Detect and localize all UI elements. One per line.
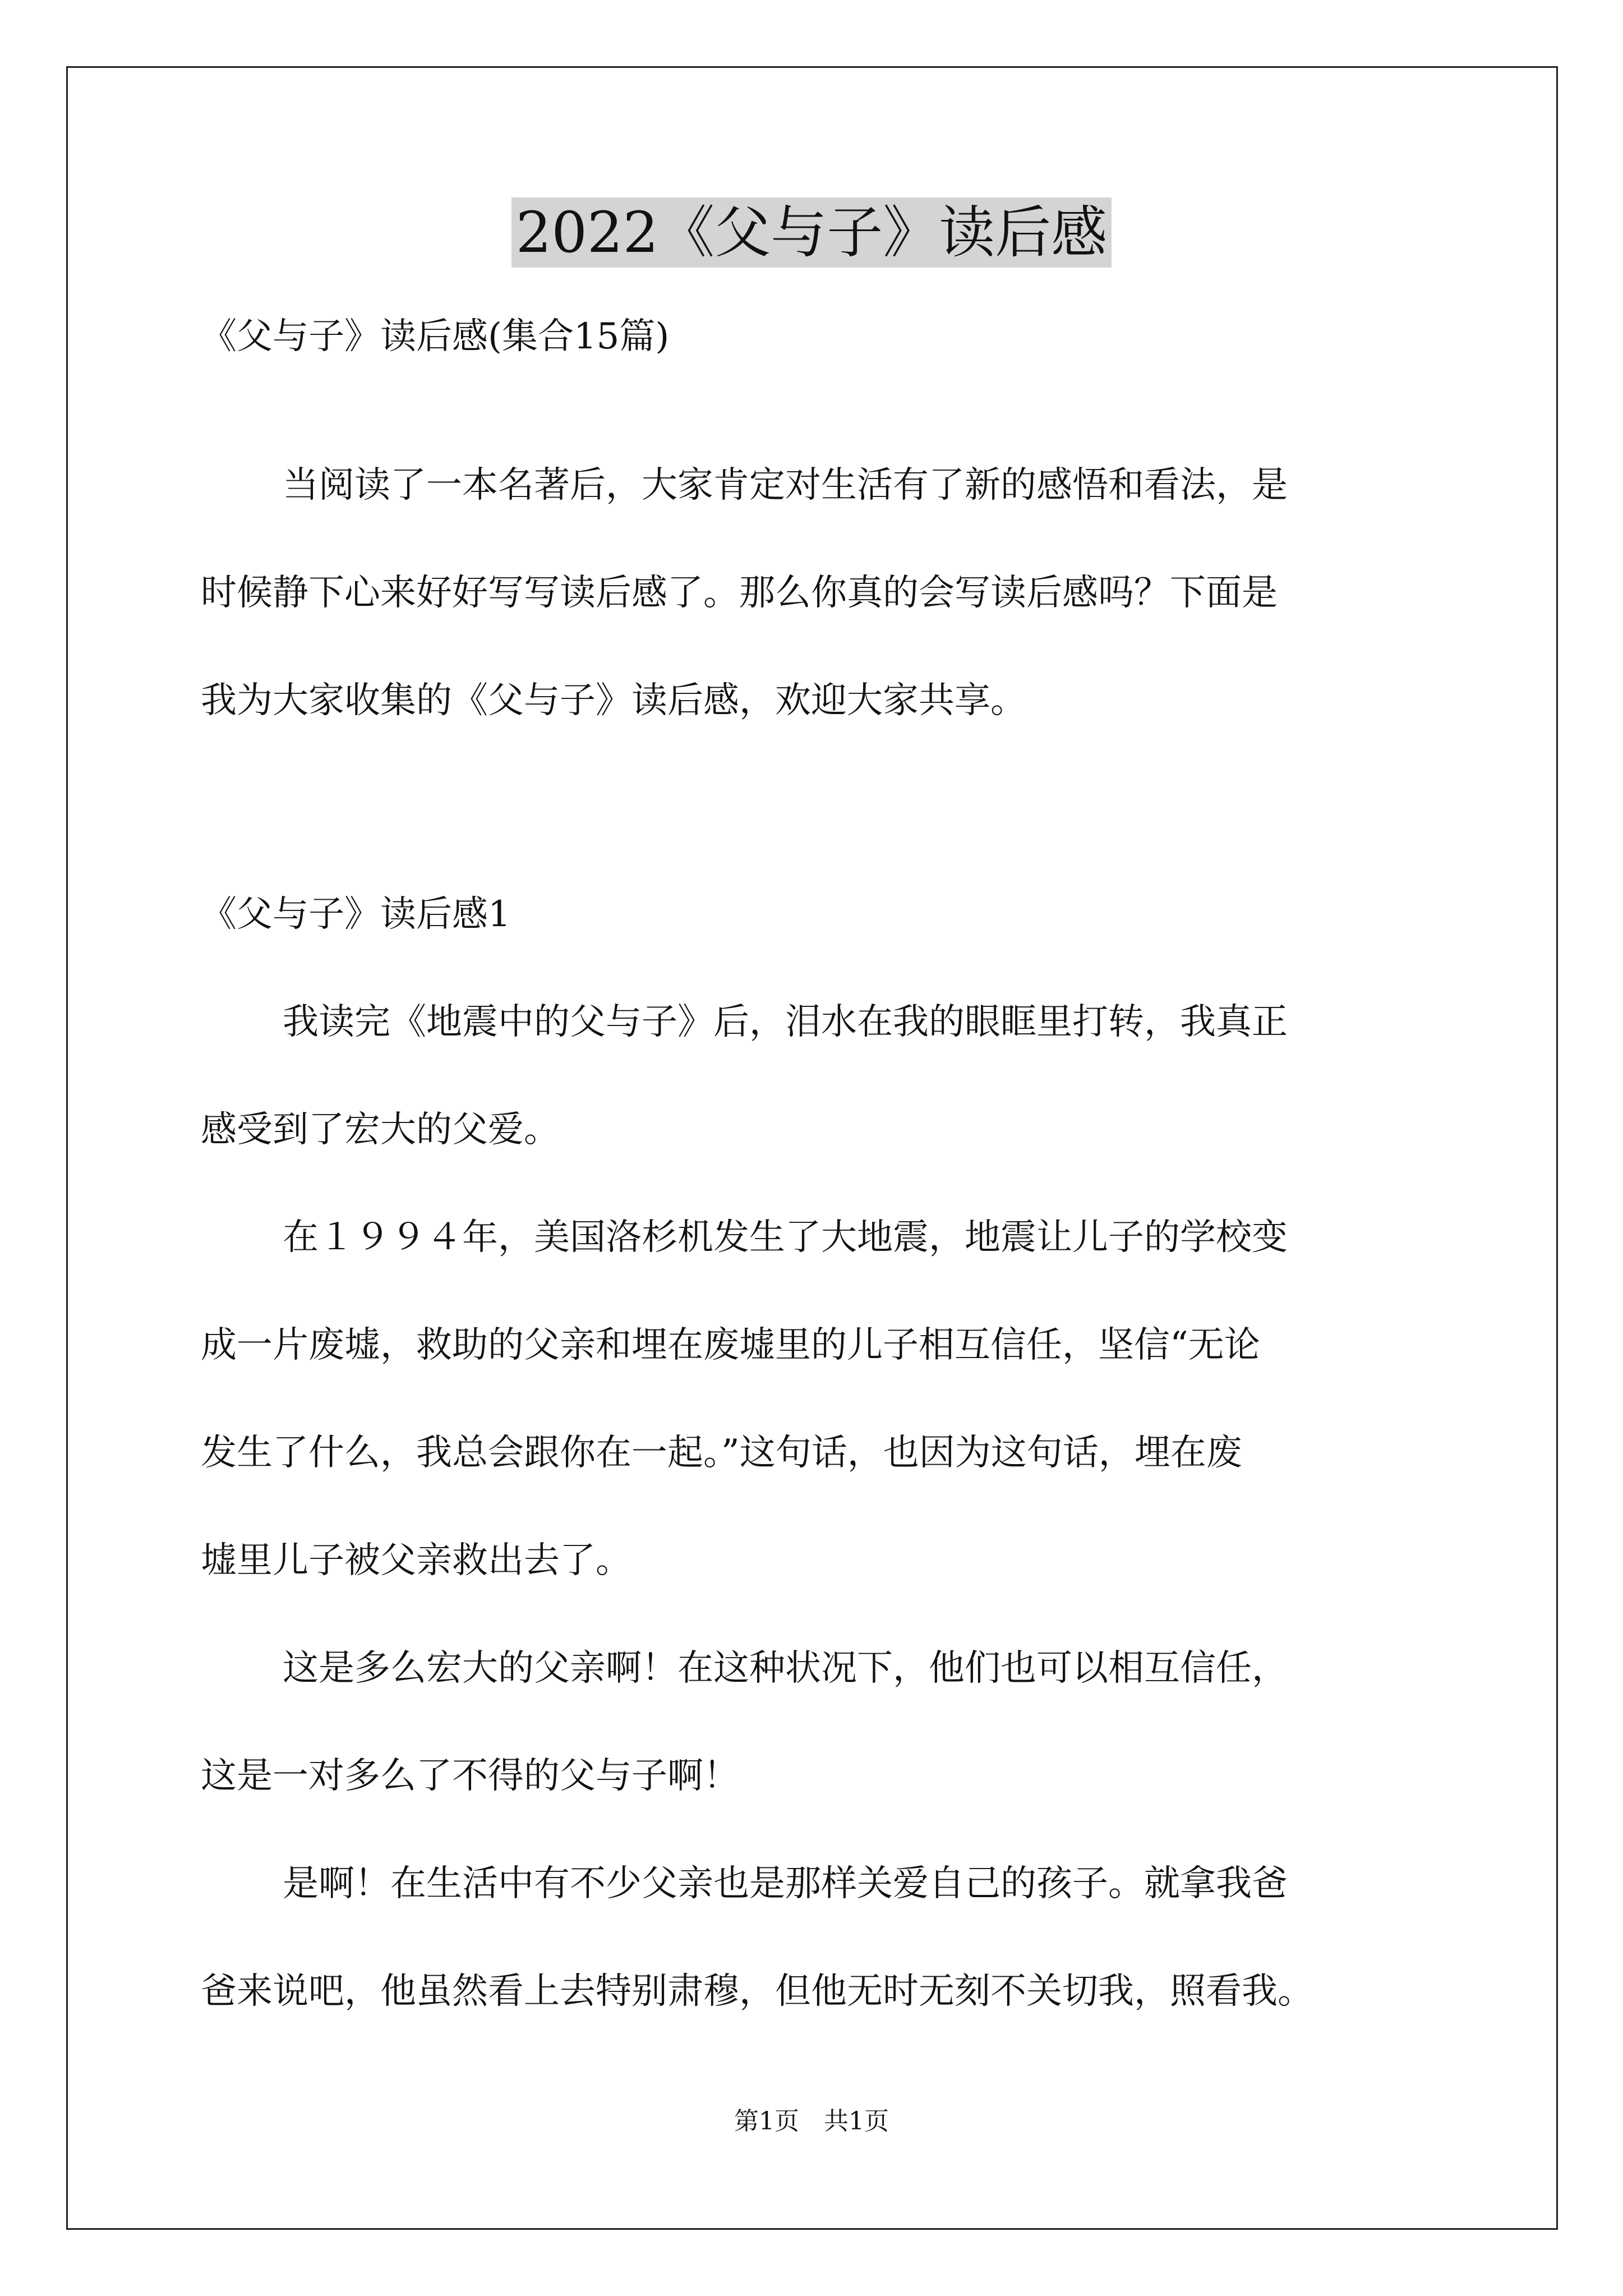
section-heading: 《父与子》读后感1 [201,894,511,935]
para2-line-4: 墟里儿子被父亲救出去了。 [201,1540,631,1581]
subtitle: 《父与子》读后感(集合15篇) [201,316,670,357]
para1-line-1: 我读完《地震中的父与子》后，泪水在我的眼眶里打转，我真正 [283,1001,1288,1043]
intro-line-1: 当阅读了一本名著后，大家肯定对生活有了新的感悟和看法，是 [283,464,1288,506]
para2-line-3: 发生了什么，我总会跟你在一起。”这句话，也因为这句话，埋在废 [201,1432,1242,1474]
para1-line-2: 感受到了宏大的父爱。 [201,1109,560,1151]
title-text: 2022《父与子》读后感 [511,197,1112,268]
document-title [0,194,1623,272]
para2-line-2: 成一片废墟，救助的父亲和埋在废墟里的儿子相互信任，坚信“无论 [201,1324,1260,1366]
para4-line-1: 是啊！在生活中有不少父亲也是那样关爱自己的孩子。就拿我爸 [283,1863,1288,1904]
para3-line-1: 这是多么宏大的父亲啊！在这种状况下，他们也可以相互信任， [283,1648,1288,1689]
para4-line-2: 爸来说吧，他虽然看上去特别肃穆，但他无时无刻不关切我，照看我。 [201,1971,1313,2012]
para3-line-2: 这是一对多么了不得的父与子啊！ [201,1755,739,1797]
page-footer: 第1页 共1页 [734,2107,889,2136]
intro-line-2: 时候静下心来好好写写读后感了。那么你真的会写读后感吗？下面是 [201,572,1278,614]
para2-line-1: 在１９９４年，美国洛杉机发生了大地震，地震让儿子的学校变 [283,1217,1288,1258]
intro-line-3: 我为大家收集的《父与子》读后感，欢迎大家共享。 [201,680,1026,721]
